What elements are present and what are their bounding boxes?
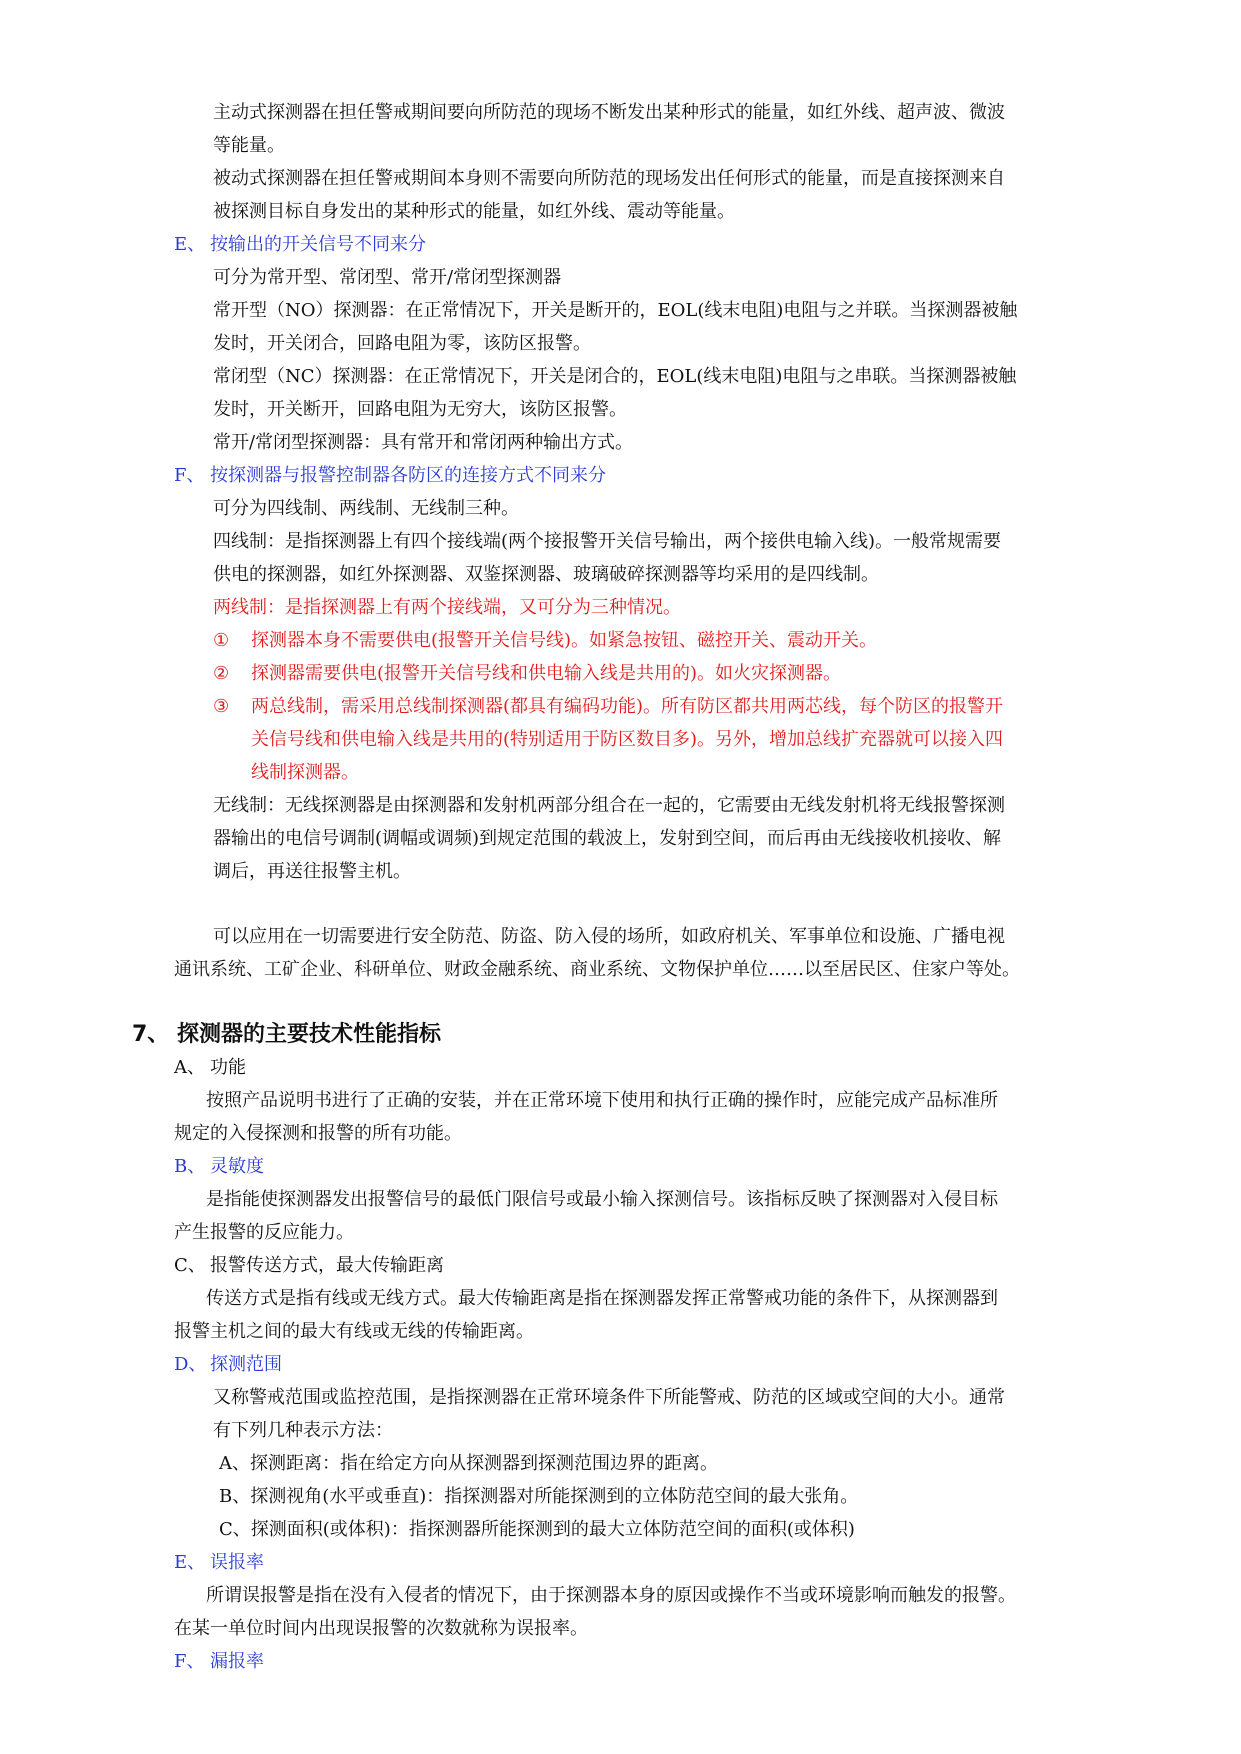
subsection-title: 报警传送方式，最大传输距离 xyxy=(210,1255,444,1276)
section-7-heading xyxy=(132,1018,441,1051)
section-f-heading xyxy=(174,459,606,492)
subsection-e-heading xyxy=(174,1546,264,1579)
subsection-title: 探测范围 xyxy=(210,1354,282,1375)
paragraph-line: 可分为四线制、两线制、无线制三种。 xyxy=(213,498,519,519)
paragraph-line: 被动式探测器在担任警戒期间本身则不需要向所防范的现场发出任何形式的能量，而是直接探测来自 xyxy=(213,168,1005,189)
paragraph-line: 等能量。 xyxy=(213,135,285,156)
subsection-title: 灵敏度 xyxy=(210,1156,264,1177)
paragraph-line: C、探测面积(或体积)：指探测器所能探测到的最大立体防范空间的面积(或体积) xyxy=(219,1519,855,1540)
paragraph-line: 可分为常开型、常闭型、常开/常闭型探测器 xyxy=(213,267,562,288)
subsection-c-heading xyxy=(174,1249,444,1282)
section-title: 探测器的主要技术性能指标 xyxy=(176,1022,441,1047)
paragraph-line: 常开/常闭型探测器：具有常开和常闭两种输出方式。 xyxy=(213,432,634,453)
paragraph-line: 所谓误报警是指在没有入侵者的情况下，由于探测器本身的原因或操作不当或环境影响而触发的报警。 xyxy=(206,1585,1016,1606)
paragraph-line: 可以应用在一切需要进行安全防范、防盗、防入侵的场所，如政府机关、军事单位和设施、广播电视 xyxy=(213,926,1005,947)
paragraph-line: 传送方式是指有线或无线方式。最大传输距离是指在探测器发挥正常警戒功能的条件下，从探测器到 xyxy=(206,1288,998,1309)
circled-number: ① xyxy=(213,630,230,651)
circled-number: ② xyxy=(213,663,230,684)
list-marker: D、 xyxy=(174,1354,207,1375)
list-marker: E、 xyxy=(174,1552,206,1573)
paragraph-line: 无线制：无线探测器是由探测器和发射机两部分组合在一起的，它需要由无线发射机将无线报警探测 xyxy=(213,795,1005,816)
paragraph-line: 在某一单位时间内出现误报警的次数就称为误报率。 xyxy=(174,1618,588,1639)
item-text: 探测器需要供电(报警开关信号线和供电输入线是共用的)。如火灾探测器。 xyxy=(251,663,842,684)
list-marker: C、 xyxy=(174,1255,206,1276)
subsection-f-heading xyxy=(174,1645,264,1678)
paragraph-line: 常开型（NO）探测器：在正常情况下，开关是断开的，EOL(线末电阻)电阻与之并联。当探测器被触 xyxy=(213,300,1018,321)
subsection-title: 漏报率 xyxy=(210,1651,264,1672)
paragraph-line: 按照产品说明书进行了正确的安装，并在正常环境下使用和执行正确的操作时，应能完成产品标准所 xyxy=(206,1090,998,1111)
item-text: 两总线制，需采用总线制探测器(都具有编码功能)。所有防区都共用两芯线，每个防区的报警开 xyxy=(251,696,1004,717)
item-continuation: 线制探测器。 xyxy=(251,762,359,783)
paragraph-line: 发时，开关断开，回路电阻为无穷大，该防区报警。 xyxy=(213,399,627,420)
paragraph-line: 是指能使探测器发出报警信号的最低门限信号或最小输入探测信号。该指标反映了探测器对入侵目标 xyxy=(206,1189,998,1210)
subsection-title: 功能 xyxy=(210,1057,246,1078)
two-wire-line: 两线制：是指探测器上有两个接线端，又可分为三种情况。 xyxy=(213,597,681,618)
section-number: 7、 xyxy=(132,1022,170,1047)
paragraph-line: 又称警戒范围或监控范围，是指探测器在正常环境条件下所能警戒、防范的区域或空间的大小。通常 xyxy=(213,1387,1005,1408)
list-marker: A、 xyxy=(174,1057,205,1078)
subsection-title: 误报率 xyxy=(210,1552,264,1573)
paragraph-line: 主动式探测器在担任警戒期间要向所防范的现场不断发出某种形式的能量，如红外线、超声波、微波 xyxy=(213,102,1005,123)
paragraph-line: 调后，再送往报警主机。 xyxy=(213,861,411,882)
item-text: 探测器本身不需要供电(报警开关信号线)。如紧急按钮、磁控开关、震动开关。 xyxy=(251,630,878,651)
numbered-item-2 xyxy=(213,657,841,690)
subsection-a-heading xyxy=(174,1051,246,1084)
paragraph-line: 产生报警的反应能力。 xyxy=(174,1222,354,1243)
paragraph-line: 供电的探测器，如红外探测器、双鉴探测器、玻璃破碎探测器等均采用的是四线制。 xyxy=(213,564,879,585)
numbered-item-1 xyxy=(213,624,877,657)
list-marker: F、 xyxy=(174,465,205,486)
numbered-item-3 xyxy=(213,690,1003,723)
paragraph-line: B、探测视角(水平或垂直)：指探测器对所能探测到的立体防范空间的最大张角。 xyxy=(219,1486,859,1507)
subsection-b-heading xyxy=(174,1150,264,1183)
paragraph-line: 发时，开关闭合，回路电阻为零，该防区报警。 xyxy=(213,333,591,354)
list-marker: E、 xyxy=(174,234,206,255)
subsection-d-heading xyxy=(174,1348,282,1381)
circled-number: ③ xyxy=(213,696,230,717)
paragraph-line: 常闭型（NC）探测器：在正常情况下，开关是闭合的，EOL(线末电阻)电阻与之串联。当探测器被触 xyxy=(213,366,1017,387)
section-title: 按探测器与报警控制器各防区的连接方式不同来分 xyxy=(210,465,606,486)
paragraph-line: 四线制：是指探测器上有四个接线端(两个接报警开关信号输出，两个接供电输入线)。一般常规需要 xyxy=(213,531,1002,552)
item-continuation: 关信号线和供电输入线是共用的(特别适用于防区数目多)。另外，增加总线扩充器就可以接入四 xyxy=(251,729,1004,750)
section-title: 按输出的开关信号不同来分 xyxy=(210,234,426,255)
paragraph-line: 通讯系统、工矿企业、科研单位、财政金融系统、商业系统、文物保护单位……以至居民区、住家户等处。 xyxy=(174,959,1020,980)
paragraph-line: 有下列几种表示方法： xyxy=(213,1420,393,1441)
paragraph-line: A、探测距离：指在给定方向从探测器到探测范围边界的距离。 xyxy=(219,1453,718,1474)
list-marker: F、 xyxy=(174,1651,205,1672)
paragraph-line: 报警主机之间的最大有线或无线的传输距离。 xyxy=(174,1321,534,1342)
list-marker: B、 xyxy=(174,1156,206,1177)
paragraph-line: 被探测目标自身发出的某种形式的能量，如红外线、震动等能量。 xyxy=(213,201,735,222)
paragraph-line: 器输出的电信号调制(调幅或调频)到规定范围的载波上，发射到空间，而后再由无线接收机接收、解 xyxy=(213,828,1002,849)
section-e-heading xyxy=(174,228,426,261)
paragraph-line: 规定的入侵探测和报警的所有功能。 xyxy=(174,1123,462,1144)
